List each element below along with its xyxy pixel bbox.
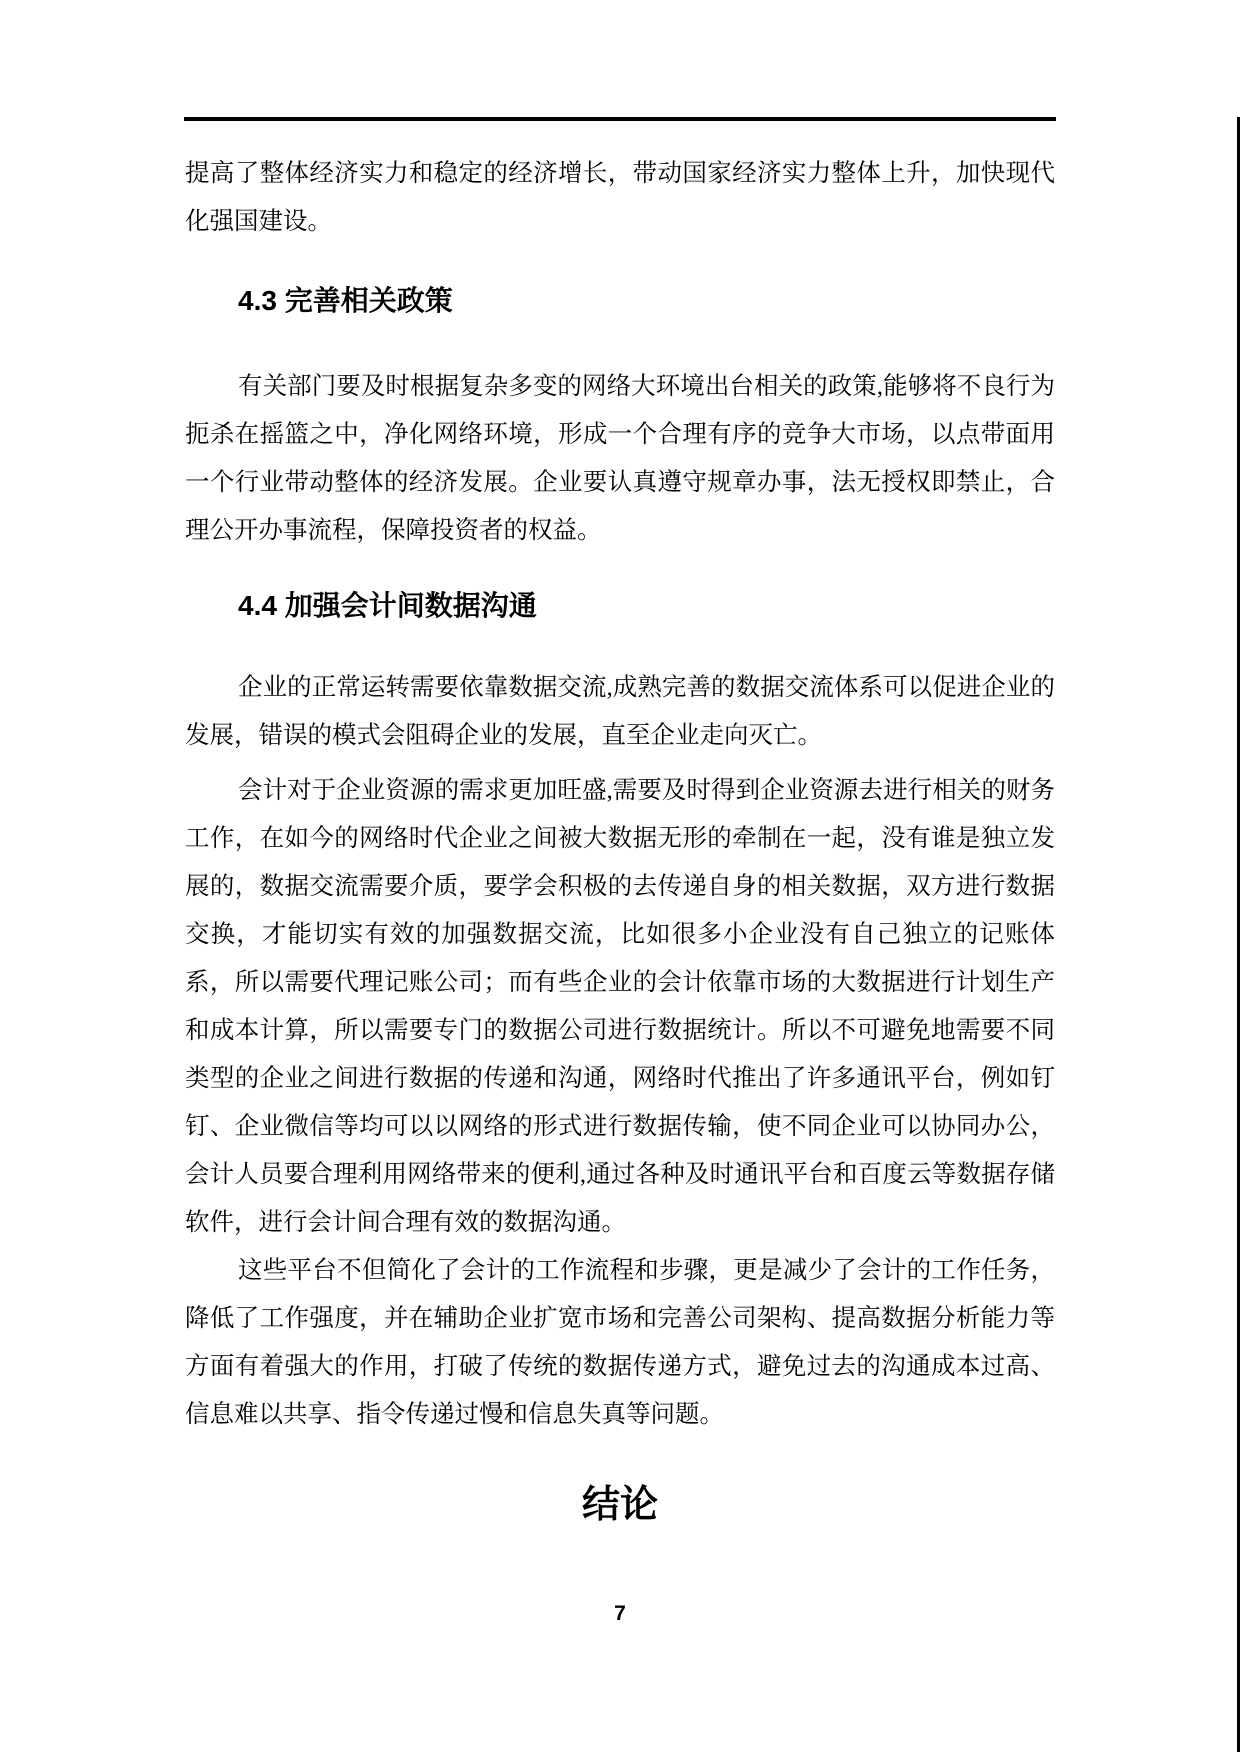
section-4-4-paragraph-1: 企业的正常运转需要依靠数据交流,成熟完善的数据交流体系可以促进企业的发展，错误的模式会阻碍企业的发展，直至企业走向灭亡。 <box>185 674 1055 749</box>
continuation-paragraph: 提高了整体经济实力和稳定的经济增长，带动国家经济实力整体上升，加快现代化强国建设。 <box>185 160 1055 235</box>
page-content <box>185 0 1055 1529</box>
section-4-3-paragraph: 有关部门要及时根据复杂多变的网络大环境出台相关的政策,能够将不良行为扼杀在摇篮之中，净化网络环境，形成一个合理有序的竞争大市场，以点带面用一个行业带动整体的经济发展。企业要认真遵守规章办事，法无授权即禁止，合理公开办事流程，保障投资者的权益。 <box>185 373 1055 544</box>
page-number: 7 <box>614 1602 626 1625</box>
section-4-4-paragraph-3: 这些平台不但简化了会计的工作流程和步骤，更是减少了会计的工作任务，降低了工作强度，并在辅助企业扩宽市场和完善公司架构、提高数据分析能力等方面有着强大的作用，打破了传统的数据传递方式，避免过去的沟通成本过高、信息难以共享、指令传递过慢和信息失真等问题。 <box>185 1257 1055 1428</box>
section-4-4-paragraph-2: 会计对于企业资源的需求更加旺盛,需要及时得到企业资源去进行相关的财务工作，在如今的网络时代企业之间被大数据无形的牵制在一起，没有谁是独立发展的，数据交流需要介质，要学会积极的去传递自身的相关数据，双方进行数据交换，才能切实有效的加强数据交流，比如很多小企业没有自己独立的记账体系，所以需要代理记账公司；而有些企业的会计依靠市场的大数据进行计划生产和成本计算，所以需要专门的数据公司进行数据统计。所以不可避免地需要不同类型的企业之间进行数据的传递和沟通，网络时代推出了许多通讯平台，例如钉钉、企业微信等均可以以网络的形式进行数据传输，使不同企业可以协同办公，会计人员要合理利用网络带来的便利,通过各种及时通讯平台和百度云等数据存储软件，进行会计间合理有效的数据沟通。 <box>185 777 1055 1236</box>
section-heading-4-3: 4.3 完善相关政策 <box>238 285 453 316</box>
conclusion-heading: 结论 <box>581 1484 658 1526</box>
section-heading-4-4: 4.4 加强会计间数据沟通 <box>238 590 537 621</box>
